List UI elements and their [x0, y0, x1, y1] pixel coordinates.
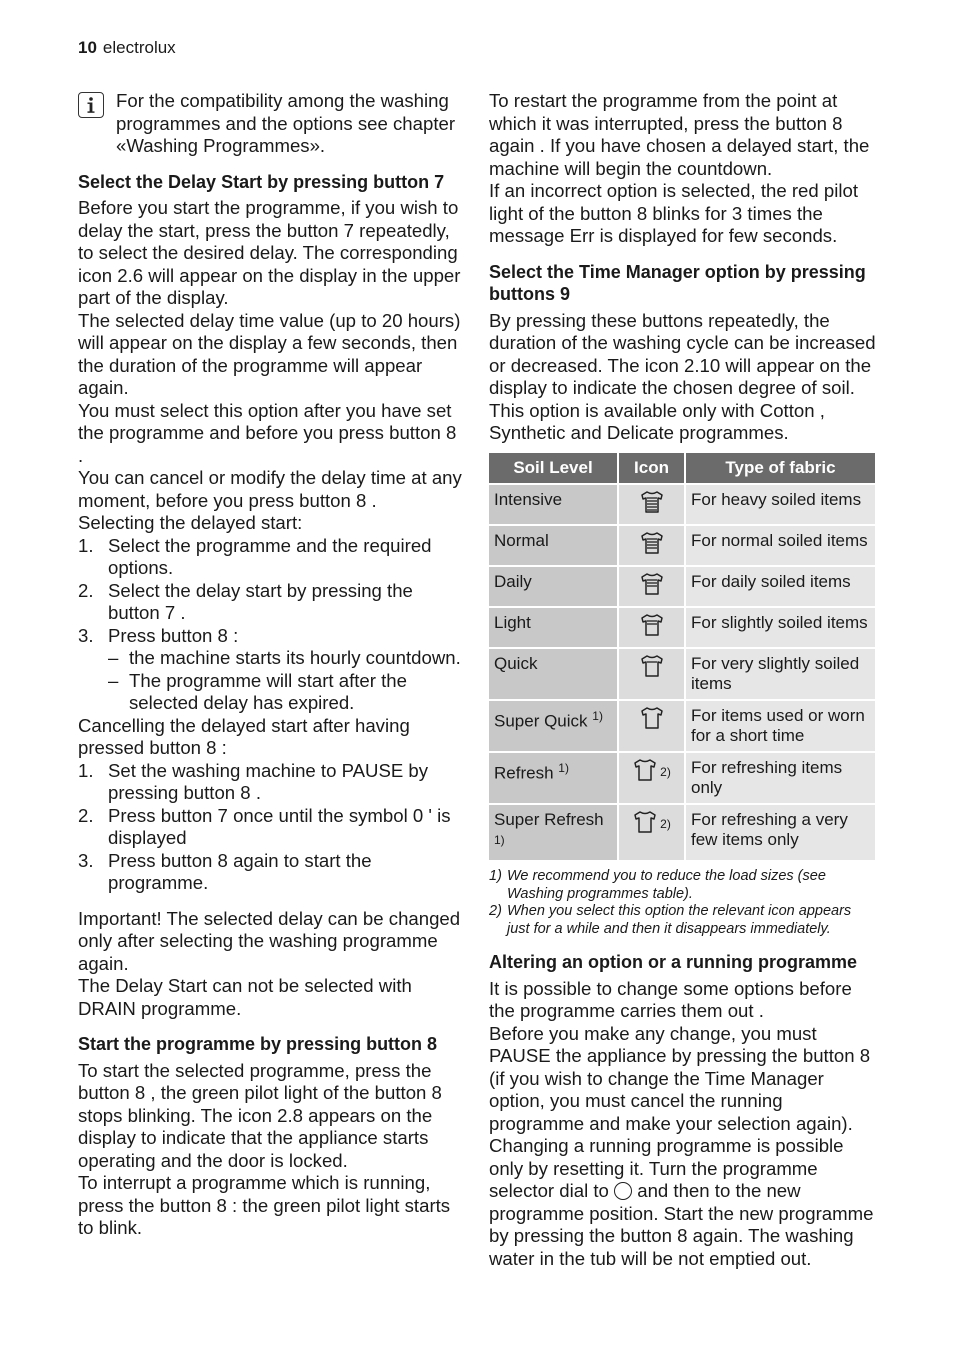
table-header-icon: Icon: [619, 453, 686, 483]
fabric-type-cell: For very slightly soiled items: [686, 647, 875, 699]
tshirt-icon: [639, 571, 665, 597]
soil-level-cell: Refresh $^{1)}$: [489, 751, 619, 803]
right-column: [489, 90, 877, 1270]
start-programme-heading: Start the programme by pressing button 8: [78, 1034, 438, 1054]
list-item: 3. Press button 8 again to start the programme.: [78, 849, 372, 893]
table-header-fabric: Type of fabric: [686, 453, 875, 483]
soil-icon-cell: [619, 565, 686, 606]
soil-icon-cell: 2): [619, 803, 686, 861]
list-item: 1. Select the programme and the required options.: [78, 534, 432, 578]
soil-icon-cell: [619, 483, 686, 524]
table-row: [489, 565, 875, 606]
selector-dial-off-icon: [614, 1182, 632, 1200]
fabric-type-cell: For daily soiled items: [686, 565, 875, 606]
footnote-2: 2) When you select this option the relevant icon appears just for a while and then it disappears immediately.: [489, 903, 852, 937]
soil-icon-cell: [619, 524, 686, 565]
soil-level-cell: Intensive: [489, 483, 619, 524]
time-manager-heading: Select the Time Manager option by pressing buttons 9: [489, 261, 866, 304]
fabric-type-cell: For refreshing items only: [686, 751, 875, 803]
table-row: [489, 699, 875, 751]
soil-level-cell: Quick: [489, 647, 619, 699]
page-number: 10: [78, 38, 97, 57]
cancel-steps-list: [78, 760, 466, 895]
altering-para-2: Before you make any change, you must PAUSE the appliance by pressing the button 8 (if you wish to change the Time Manager option, you must cancel the running programme and make your selection again).: [489, 1022, 871, 1134]
soil-icon-cell: [619, 647, 686, 699]
time-manager-para: By pressing these buttons repeatedly, the duration of the washing cycle can be increased or decreased. The icon 2.10 will appear on the display to indicate the chosen degree of soil. This option is available only with Cotton , Synthetic and Delicate programmes.: [489, 309, 876, 443]
delay-start-para-1: Before you start the programme, if you wish to delay the start, press the button 7 repeatedly, to select the desired delay. The corresponding icon 2.6 will appear on the display in the upper part of the display.: [78, 197, 461, 308]
info-note: [78, 90, 466, 158]
restart-para-1: To restart the programme from the point at which it was interrupted, press the button 8 again . If you have chosen a delayed start, the machine will begin the countdown.: [489, 90, 870, 179]
soil-icon-cell: [619, 606, 686, 647]
altering-para-3: Changing a running programme is possible only by resetting it. Turn the programme selector dial to and then to the new programme position. Start the new programme by pressing the button 8 again. The washing water in the tub will be not emptied out.: [489, 1135, 874, 1269]
table-row: [489, 606, 875, 647]
list-item: 2. Press button 7 once until the symbol 0 ' is displayed: [78, 804, 451, 848]
sub-list-item: – the machine starts its hourly countdown.: [108, 647, 461, 668]
table-row: [489, 803, 875, 861]
footnote-1: 1) We recommend you to reduce the load sizes (see Washing programmes table).: [489, 868, 826, 902]
fabric-type-cell: For heavy soiled items: [686, 483, 875, 524]
tshirt-icon: [639, 653, 665, 679]
fabric-type-cell: For slightly soiled items: [686, 606, 875, 647]
table-row: [489, 524, 875, 565]
info-icon: [78, 92, 104, 118]
tshirt-icon: [639, 705, 665, 731]
soil-level-cell: Light: [489, 606, 619, 647]
list-item: 1. Set the washing machine to PAUSE by pressing button 8 .: [78, 759, 429, 803]
restart-para-2: If an incorrect option is selected, the red pilot light of the button 8 blinks for 3 times the message Err is displayed for few seconds.: [489, 180, 858, 246]
fabric-type-cell: For items used or worn for a short time: [686, 699, 875, 751]
important-note: Important! The selected delay can be changed only after selecting the washing programme again.: [78, 907, 461, 974]
sub-list-item: – The programme will start after the selected delay has expired.: [108, 669, 407, 713]
page-header: [78, 38, 176, 58]
delay-start-para-4: You can cancel or modify the delay time at any moment, before you press button 8 .: [78, 467, 462, 511]
fabric-type-cell: For refreshing a very few items only: [686, 803, 875, 861]
brand-name: electrolux: [102, 38, 176, 57]
left-column: [78, 90, 466, 1240]
delay-start-para-2: The selected delay time value (up to 20 hours) will appear on the display a few seconds, then the duration of the programme will appear again.: [78, 309, 461, 398]
table-row: [489, 751, 875, 803]
cancel-delay-title: Cancelling the delayed start after having pressed button 8 :: [78, 714, 410, 758]
altering-para-1: It is possible to change some options before the programme carries them out .: [489, 977, 852, 1022]
altering-heading: Altering an option or a running programme: [489, 952, 858, 973]
soil-icon-cell: 2): [619, 751, 686, 803]
start-programme-para-2: To interrupt a programme which is running, press the button 8 : the green pilot light starts to blink.: [78, 1172, 451, 1238]
tshirt-icon: [632, 757, 658, 783]
info-note-text: For the compatibility among the washing programmes and the options see chapter «Washing Programmes».: [116, 90, 456, 156]
tshirt-icon: [632, 809, 658, 835]
tshirt-icon: [639, 489, 665, 515]
soil-level-table: [489, 453, 875, 861]
table-header-soil-level: Soil Level: [489, 453, 619, 483]
soil-level-cell: Normal: [489, 524, 619, 565]
tshirt-icon: [639, 612, 665, 638]
tshirt-icon: [639, 530, 665, 556]
soil-icon-cell: [619, 699, 686, 751]
delay-steps-list: [78, 535, 466, 715]
drain-note: The Delay Start can not be selected with DRAIN programme.: [78, 975, 412, 1019]
table-row: [489, 483, 875, 524]
table-row: [489, 647, 875, 699]
delay-start-heading: Select the Delay Start by pressing button 7: [78, 171, 445, 192]
start-programme-para-1: To start the selected programme, press the button 8 , the green pilot light of the button 8 stops blinking. The icon 2.8 appears on the display to indicate that the appliance starts operating and the door is locked.: [78, 1059, 442, 1171]
list-item: 3. Press button 8 :: [78, 624, 239, 646]
fabric-type-cell: For normal soiled items: [686, 524, 875, 565]
soil-level-cell: Daily: [489, 565, 619, 606]
soil-level-cell: Super Quick $^{1)}$: [489, 699, 619, 751]
list-item: 2. Select the delay start by pressing the button 7 .: [78, 579, 413, 623]
soil-level-cell: Super Refresh $^{1)}$: [489, 803, 619, 861]
delay-start-para-5: Selecting the delayed start:: [78, 512, 303, 533]
delay-start-para-3: You must select this option after you have set the programme and before you press button 8 .: [78, 399, 457, 466]
